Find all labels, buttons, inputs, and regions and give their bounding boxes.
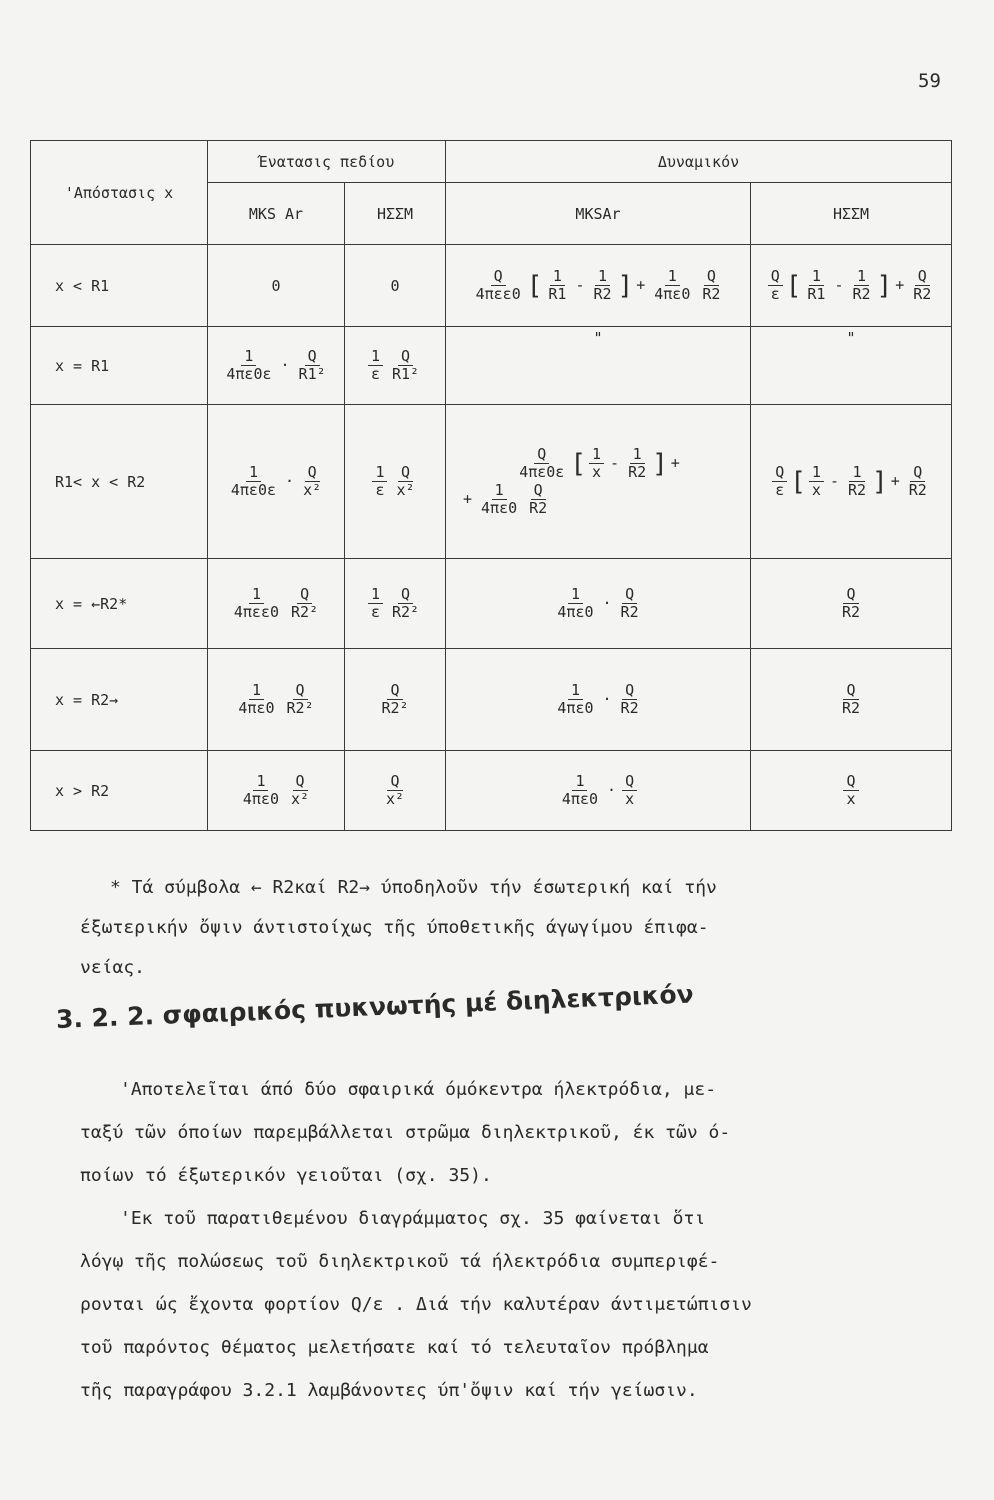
header-v-hesm: ΗΣΣΜ <box>751 183 952 245</box>
cell-v-mksa: $\frac{Q}{\text{4πεε0}}$ [ $\frac{1}{R1}$ - $\frac{1}{R2}$ ] + $\frac{1}{4\pi\varepsilon 0}$ $\frac{Q}{R2}$ <box>446 245 751 327</box>
cell-e-mksa: $\frac{1}{4\pi\varepsilon 0\varepsilon}$ · $\frac{Q}{\text{R1²}}$ <box>208 327 345 405</box>
fraction: $\frac{1}{4\pi\varepsilon 0\varepsilon}$ <box>230 462 277 499</box>
body-line: ταξύ τῶν όποίων παρεμβάλλεται στρῶμα διηλεκτρικοῦ, έκ τῶν ό- <box>80 1122 731 1143</box>
fraction: $\frac{Q}{\text{x²}}$ <box>291 771 310 808</box>
row-label: x = R1 <box>31 327 208 405</box>
fraction: $\frac{1}{x}$ <box>809 464 824 500</box>
cell-v-mksa: $\frac{1}{4\pi\varepsilon 0}$ · $\frac{Q}{x}$ <box>446 751 751 831</box>
fraction: $\frac{Q}{\varepsilon}$ <box>772 464 787 500</box>
cell-v-hesm: $\frac{Q}{\varepsilon}$ [ $\frac{1}{R1}$ - $\frac{1}{R2}$ ] + $\frac{Q}{R2}$ <box>751 245 952 327</box>
body-line: λόγῳ τῆς πολώσεως τοῦ διηλεκτρικοῦ τά ήλεκτρόδια συμπεριφέ- <box>80 1251 720 1272</box>
footnote <box>80 868 910 988</box>
fraction: $\frac{1}{4\pi\varepsilon 0\varepsilon}$ <box>226 346 272 383</box>
fraction: $\frac{Q}{R2}$ <box>702 266 721 303</box>
row-label: x = ←R2* <box>31 559 208 649</box>
fraction: $\frac{Q}{R2}$ <box>841 680 861 717</box>
fraction: $\frac{1}{4\pi\varepsilon 0}$ <box>557 680 594 717</box>
fraction: $\frac{1}{4\pi\varepsilon 0}$ <box>242 771 280 808</box>
cell-e-mksa: 0 <box>208 245 345 327</box>
field-potential-table <box>30 140 952 831</box>
fraction: $\frac{1}{4\pi\varepsilon 0}$ <box>654 266 691 303</box>
footnote-line: έξωτερικήν ὄψιν άντιστοίχως τῆς ύποθετικῆς άγωγίμου έπιφα- <box>80 917 709 938</box>
fraction: $\frac{1}{R2}$ <box>852 266 871 303</box>
cell-v-hesm: " <box>751 327 952 405</box>
fraction: $\frac{Q}{R2}$ <box>620 584 639 621</box>
fraction: $\frac{Q}{x}$ <box>622 773 637 809</box>
fraction: $\frac{1}{4\pi\varepsilon 0}$ <box>557 584 594 621</box>
fraction: $\frac{Q}{R2}$ <box>908 462 927 499</box>
cell-e-hesm <box>345 327 446 405</box>
body-line: τῆς παραγράφου 3.2.1 λαμβάνοντες ύπ'ὄψιν καί τήν γείωσιν. <box>80 1380 698 1401</box>
cell-e-hesm <box>345 751 446 831</box>
fraction: $\frac{Q}{R2}$ <box>529 480 548 517</box>
fraction: $\frac{1}{R2}$ <box>628 445 647 482</box>
fraction: $\frac{Q}{\text{x²}}$ <box>303 462 322 499</box>
table-row <box>31 245 952 327</box>
fraction: $\frac{Q}{\text{R2²}}$ <box>381 680 409 717</box>
fraction: $\frac{Q}{\text{R2²}}$ <box>291 584 319 621</box>
cell-v-mksa: $\frac{Q}{4\pi\varepsilon 0\varepsilon}$ [ $\frac{1}{x}$ - $\frac{1}{R2}$ ] + + $\frac{1}{4\pi\varepsilon 0}$ $\frac{Q}{R2}$ <box>446 405 751 559</box>
body-text <box>80 1068 920 1412</box>
cell-e-mksa <box>208 559 345 649</box>
footnote-line: * Τά σύμβολα ← R2καί R2→ ύποδηλοῦν τήν έσωτερική καί τήν <box>110 877 717 898</box>
table-row <box>31 327 952 405</box>
fraction: $\frac{1}{4\pi\varepsilon 0}$ <box>238 680 275 717</box>
fraction: $\frac{1}{\varepsilon}$ <box>368 586 383 622</box>
table-row <box>31 405 952 559</box>
body-line: ποίων τό έξωτερικόν γειοῦται (σχ. 35). <box>80 1165 492 1186</box>
header-v-mksa: MKSAr <box>446 183 751 245</box>
cell-e-hesm <box>345 649 446 751</box>
row-label: x > R2 <box>31 751 208 831</box>
cell-v-mksa: $\frac{1}{4\pi\varepsilon 0}$ · $\frac{Q}{R2}$ <box>446 649 751 751</box>
fraction: $\frac{1}{x}$ <box>589 446 604 482</box>
cell-e-hesm <box>345 559 446 649</box>
header-e-hesm: ΗΣΣΜ <box>345 183 446 245</box>
fraction: $\frac{1}{R1}$ <box>807 266 826 303</box>
fraction: $\frac{1}{\varepsilon}$ <box>368 348 383 384</box>
fraction: $\frac{Q}{\text{R2²}}$ <box>286 680 314 717</box>
fraction: $\frac{Q}{\text{R2²}}$ <box>391 584 420 621</box>
fraction: $\frac{Q}{\text{x²}}$ <box>385 771 405 808</box>
cell-e-mksa <box>208 649 345 751</box>
row-label: x = R2→ <box>31 649 208 751</box>
fraction: $\frac{1}{R2}$ <box>593 266 612 303</box>
header-potential: Δυναμικόν <box>446 141 952 183</box>
fraction: $\frac{Q}{\text{R1²}}$ <box>298 346 326 383</box>
fraction: $\frac{1}{4\pi\varepsilon 0}$ <box>561 771 599 808</box>
cell-v-hesm <box>751 559 952 649</box>
cell-v-mksa: $\frac{1}{4\pi\varepsilon 0}$ · $\frac{Q}{R2}$ <box>446 559 751 649</box>
cell-e-hesm <box>345 405 446 559</box>
body-line: τοῦ παρόντος θέματος μελετήσατε καί τό τελευταῖον πρόβλημα <box>80 1337 709 1358</box>
row-label: x < R1 <box>31 245 208 327</box>
footnote-line: νείας. <box>80 957 146 978</box>
fraction: $\frac{1}{\varepsilon}$ <box>372 464 387 500</box>
table-row <box>31 751 952 831</box>
header-e-mksa: MKS Ar <box>208 183 345 245</box>
fraction: $\frac{Q}{R2}$ <box>841 584 861 621</box>
cell-v-mksa: " <box>446 327 751 405</box>
fraction: $\frac{1}{R1}$ <box>548 266 567 303</box>
page-number: 59 <box>918 70 941 92</box>
fraction: $\frac{Q}{\text{4πεε0}}$ <box>475 266 521 303</box>
body-line: 'Αποτελεῖται άπό δύο σφαιρικά όμόκεντρα ήλεκτρόδια, με- <box>120 1079 717 1100</box>
fraction: $\frac{Q}{R2}$ <box>913 266 932 303</box>
header-distance: 'Απόστασις x <box>31 141 208 245</box>
fraction: $\frac{1}{4\pi\varepsilon 0}$ <box>481 480 518 517</box>
table-row <box>31 559 952 649</box>
body-line: ρονται ώς ἔχοντα φορτίον Q/ε . Διά τήν καλυτέραν άντιμετώπισιν <box>80 1294 752 1315</box>
fraction: $\frac{Q}{R2}$ <box>620 680 639 717</box>
body-line: 'Εκ τοῦ παρατιθεμένου διαγράμματος σχ. 35 φαίνεται ὅτι <box>120 1208 706 1229</box>
cell-e-mksa <box>208 751 345 831</box>
header-field-strength: Ένατασις πεδίου <box>208 141 446 183</box>
table-row <box>31 649 952 751</box>
fraction: $\frac{Q}{4\pi\varepsilon 0\varepsilon}$ <box>519 445 565 482</box>
fraction: $\frac{Q}{x}$ <box>843 773 858 809</box>
cell-e-hesm: 0 <box>345 245 446 327</box>
row-label: R1< x < R2 <box>31 405 208 559</box>
section-title: 3. 2. 2. σφαιρικός πυκνωτής μέ διηλεκτρικόν <box>55 979 695 1034</box>
fraction: $\frac{1}{\text{4πεε0}}$ <box>233 584 280 621</box>
fraction: $\frac{Q}{\varepsilon}$ <box>768 268 783 304</box>
cell-v-hesm <box>751 649 952 751</box>
cell-v-hesm: $\frac{Q}{\varepsilon}$ [ $\frac{1}{x}$ - $\frac{1}{R2}$ ] + $\frac{Q}{R2}$ <box>751 405 952 559</box>
fraction: $\frac{Q}{\text{x²}}$ <box>396 462 415 499</box>
fraction: $\frac{1}{R2}$ <box>847 462 867 499</box>
fraction: $\frac{Q}{\text{R1²}}$ <box>391 346 420 383</box>
cell-e-mksa: $\frac{1}{4\pi\varepsilon 0\varepsilon}$ · $\frac{Q}{\text{x²}}$ <box>208 405 345 559</box>
cell-v-hesm <box>751 751 952 831</box>
